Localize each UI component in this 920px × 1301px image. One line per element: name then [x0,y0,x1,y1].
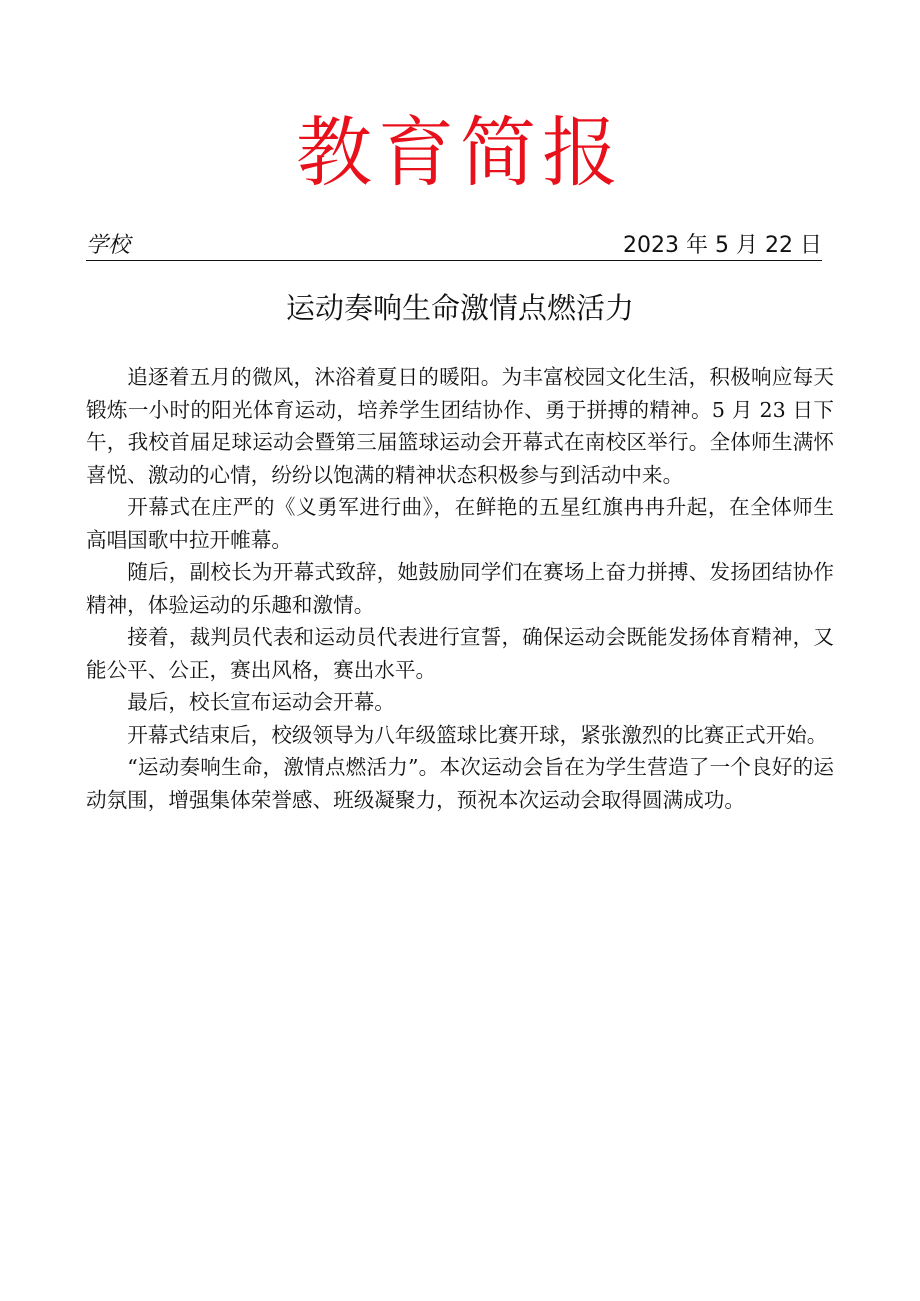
article-paragraph: 最后，校长宣布运动会开幕。 [127,690,395,714]
school-label: 学校 [86,233,131,258]
article-paragraph: 开幕式在庄严的《义勇军进行曲》，在鲜艳的五星红旗冉冉升起，在全体师生高唱国歌中拉开帷幕。 [86,495,834,552]
article-headline: 运动奏响生命激情点燃活力 [285,291,634,325]
article-paragraph: 追逐着五月的微风，沐浴着夏日的暖阳。为丰富校园文化生活，积极响应每天锻炼一小时的阳光体育运动，培养学生团结协作、勇于拼搏的精神。5 月 23 日下午，我校首届足球运动会暨第三届篮球运动会开幕式在南校区举行。全体师生满怀喜悦、激动的心情，纷纷以饱满的精神状态积极参与到活动中来。 [86,365,834,487]
article-paragraph: 随后，副校长为开幕式致辞，她鼓励同学们在赛场上奋力拼搏、发扬团结协作精神，体验运动的乐趣和激情。 [86,560,834,617]
article-paragraph: “运动奏响生命，激情点燃活力”。本次运动会旨在为学生营造了一个良好的运动氛围，增强集体荣誉感、班级凝聚力，预祝本次运动会取得圆满成功。 [86,755,834,812]
issue-date: 2023 年 5 月 22 日 [623,233,822,258]
meta-row [86,232,822,261]
article-paragraph: 开幕式结束后，校级领导为八年级篮球比赛开球，紧张激烈的比赛正式开始。 [127,722,828,747]
article-paragraph: 接着，裁判员代表和运动员代表进行宣誓，确保运动会既能发扬体育精神，又能公平、公正，赛出风格，赛出水平。 [86,625,834,682]
newsletter-masthead: 教育简报 [296,108,624,197]
article-body [86,361,834,816]
